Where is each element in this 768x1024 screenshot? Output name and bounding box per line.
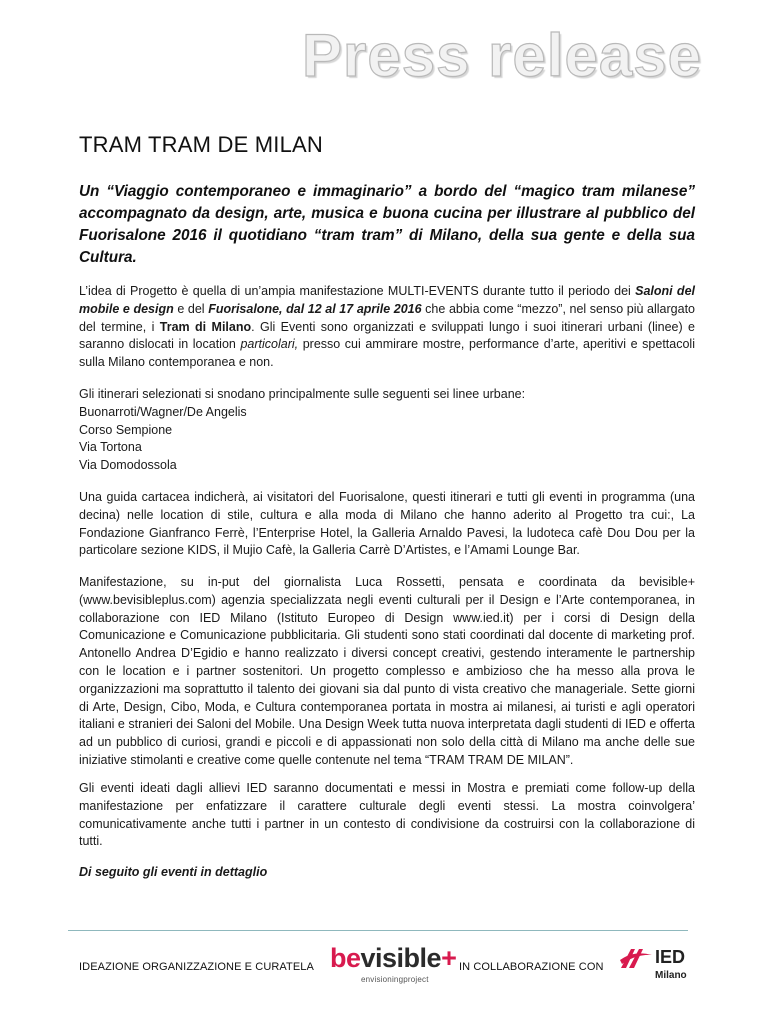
paragraph-follow-up: Gli eventi ideati dagli allievi IED saranno documentati e messi in Mostra e premiati come follow-up della manifestazione per enfatizzare il carattere culturale degli eventi stessi. La mostra coinvolgera’ comunicativamente anche tutti i partner in un contesto di condivisione da costruirsi con la collaborazione di tutti. [79,781,695,849]
ied-milano-logo [619,946,695,986]
p1-text-i: presso cui ammirare mostre, performance d’arte, aperitivi e spettacoli sulla Milano contemporanea e non. [79,337,695,370]
footer-collaboration-label: IN COLLABORAZIONE CON [459,961,604,973]
list-item: Via Tortona [79,440,142,455]
itineraries-intro: Gli itinerari selezionati si snodano principalmente sulle seguenti sei linee urbane: [79,387,526,401]
bevisible-logo-plus: + [441,943,457,973]
paragraph-intro [79,283,695,372]
ied-logo-city: Milano [655,970,687,981]
ied-logo-word: IED [655,947,686,967]
p1-text-a: L’idea di Progetto è quella di un’ampia manifestazione MULTI-EVENTS durante tutto il periodo dei [79,284,636,298]
ied-swoosh-icon [619,946,653,972]
bevisible-logo [330,943,457,989]
paragraph-manifestazione: Manifestazione, su in-put del giornalista Luca Rossetti, pensata e coordinata da bevisible+ (www.bevisibleplus.com) agenzia specializzata negli eventi culturali per il Design e l’Arte contemporanea, in collaborazione con IED Milano (Istituto Europeo di Design www.ied.it) per i corsi di Design della Comunicazione e Comunicazione pubblicitaria. Gli studenti sono stati coordinati dal docente di marketing prof. Antonello Andrea D’Egidio e hanno realizzato i diversi concept creativi, gestendo interamente le partnership con le location e i partner sostenitori. Un progetto complesso e ambizioso che ha messo alla prova le organizzazioni ma soprattutto il talento dei giovani sia dal punto di vista creativo che manageriale. Sette giorni di Arte, Design, Cibo, Moda, e Cultura contemporanea portata in mostra ai milanesi, ai turisti e agli operatori italiani e stranieri dei Saloni del Mobile. Una Design Week tutta nuova interpretata dagli studenti di IED e offerta ad un pubblico di curiosi, grandi e piccoli e di appassionati non solo della città di Milano ma anche delle sue iniziative stimolanti e creative come quelle contenute nel tema “TRAM TRAM DE MILAN”. [79,575,695,767]
bevisible-logo-be: be [330,943,361,973]
paragraph-itineraries [79,386,695,475]
bevisible-logo-visible: visible [360,943,442,973]
p1-text-g: . Gli Eventi sono organizzati e sviluppati lungo i suoi itinerari urbani (linee) e saranno dislocati in location [79,319,695,352]
list-item: Corso Sempione [79,422,173,437]
p1-tram-milano: Tram di Milano [159,319,252,334]
p1-fuorisalone-dates: Fuorisalone, dal 12 al 17 aprile 2016 [208,301,422,316]
footer-divider [68,930,688,931]
events-detail-note: Di seguito gli eventi in dettaglio [79,865,268,879]
p1-text-e: che abbia come “mezzo”, nel senso più allargato del termine, i [79,301,695,334]
p1-text-c: e del [173,301,209,316]
press-release-heading: Press release [301,22,702,89]
list-item: Via Domodossola [79,458,177,473]
tram-lines-list [79,404,695,475]
list-item: Buonarroti/Wagner/De Angelis [79,404,247,419]
p1-saloni: Saloni del mobile e design [79,284,695,316]
bevisible-logo-tagline: envisioningproject [361,975,429,984]
document-title: TRAM TRAM DE MILAN [79,132,323,157]
footer-credit-label: IDEAZIONE ORGANIZZAZIONE E CURATELA [79,961,314,973]
paragraph-guide: Una guida cartacea indicherà, ai visitatori del Fuorisalone, questi itinerari e tutti gli eventi in programma (una decina) nelle location di stile, cultura e alla moda di Milano che hanno aderito al Progetto tra cui:, La Fondazione Gianfranco Ferrè, l’Enterprise Hotel, la Galleria Arnaldo Pavesi, la ludoteca cafè Dou Dou per la particolare sezione KIDS, il Mujio Cafè, la Galleria Carrè D’Artistes, e l’Amami Lounge Bar. [79,490,695,558]
lead-paragraph: Un “Viaggio contemporaneo e immaginario” a bordo del “magico tram milanese” accompagnato da design, arte, musica e buona cucina per illustrare al pubblico del Fuorisalone 2016 il quotidiano “tram tram” di Milano, della sua gente e della sua Cultura. [79,183,695,266]
p1-particolari: particolari, [240,337,299,352]
